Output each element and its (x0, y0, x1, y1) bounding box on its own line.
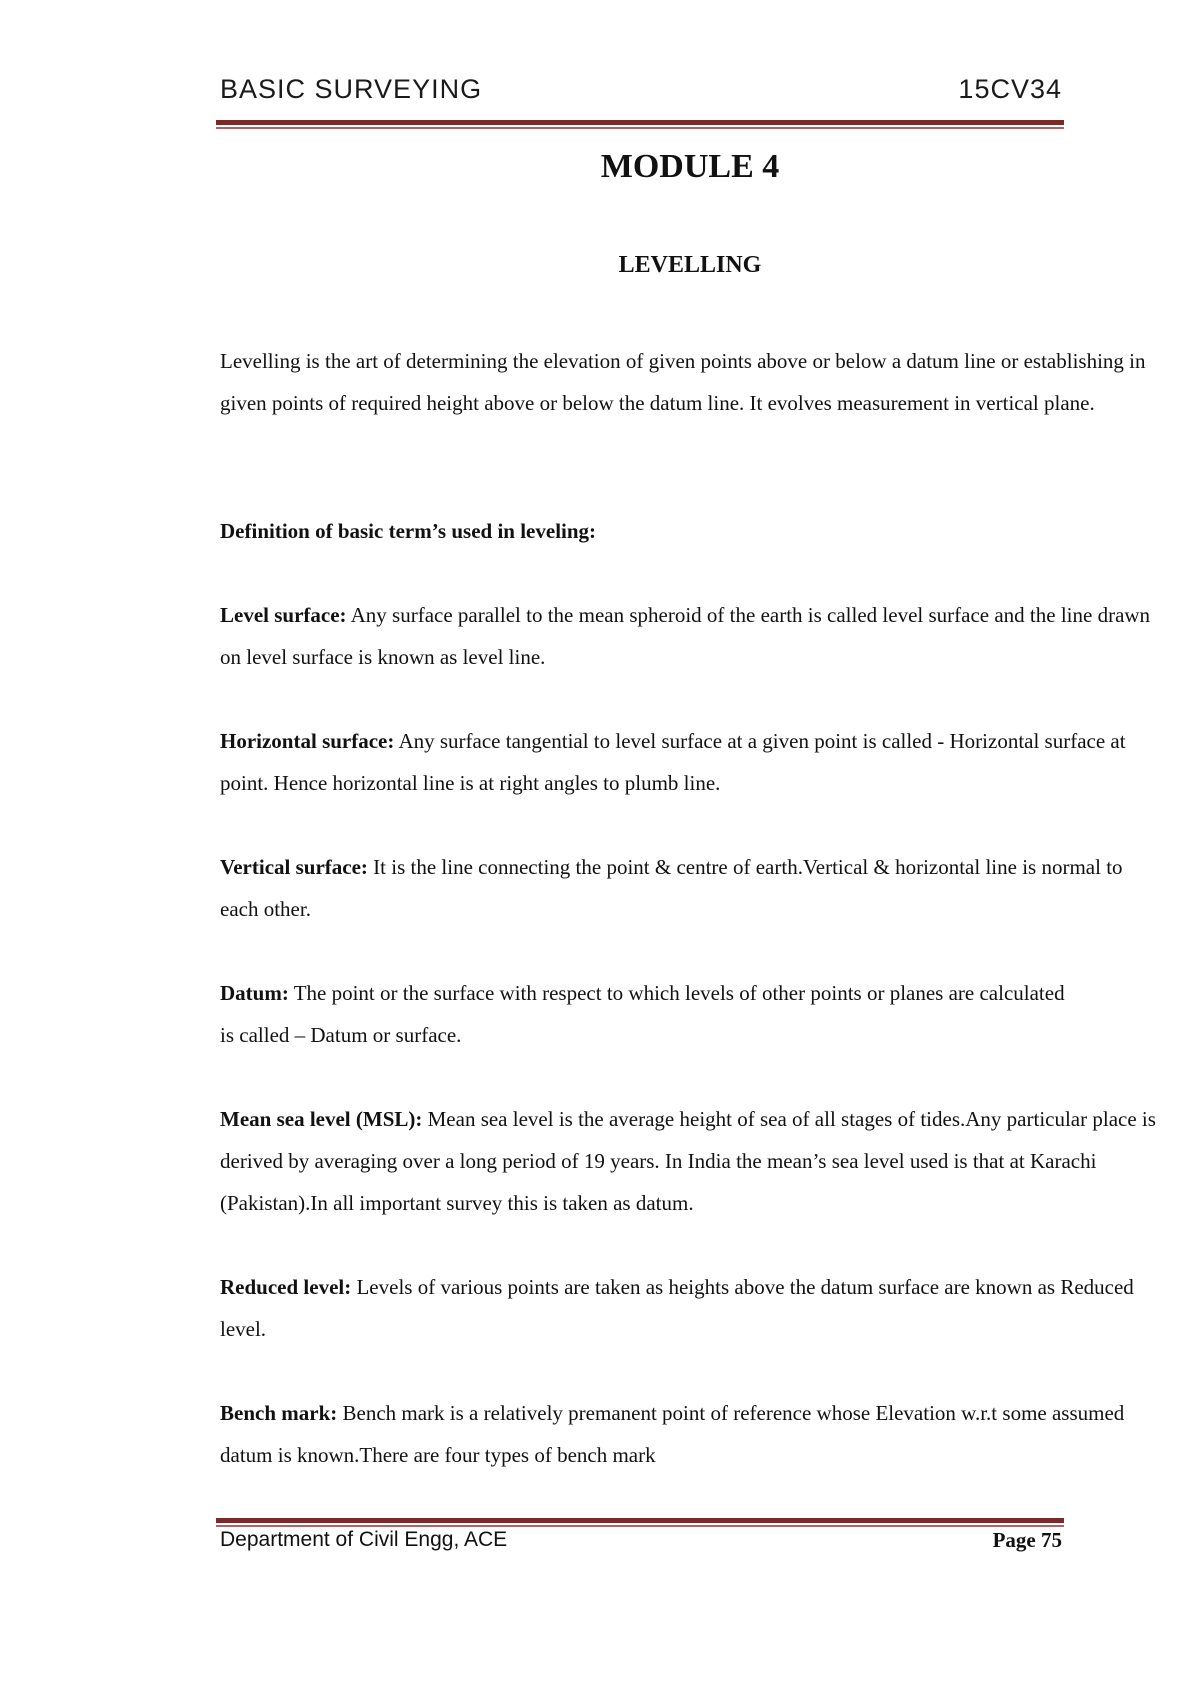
term-label: Horizontal surface: (220, 729, 395, 753)
header-course-code: 15CV34 (958, 74, 1062, 104)
term-definition: Mean sea level is the average height of sea of all stages of tides.Any particular place is derived by averaging over a long period of 19 years. In India the mean’s sea level used is that at Karachi (Pakistan).In all important survey this is taken as datum. (220, 1107, 1156, 1215)
footer-rule (216, 1518, 1064, 1527)
term-label: Mean sea level (MSL): (220, 1107, 423, 1131)
section-title: LEVELLING (618, 252, 762, 278)
term-definition: The point or the surface with respect to which levels of other points or planes are calculated is called – Datum or surface. (220, 981, 1065, 1047)
term-definition: Any surface parallel to the mean spheroid of the earth is called level surface and the line drawn on level surface is known as level line. (220, 603, 1151, 669)
term-label: Bench mark: (220, 1401, 338, 1425)
page-header (220, 74, 1062, 114)
header-course-title: BASIC SURVEYING (220, 74, 483, 104)
intro-text: Levelling is the art of determining the elevation of given points above or below a datum line or establishing in given points of required height above or below the datum line. It evolves measurement in vertical plane. (220, 349, 1146, 415)
term-definition: Bench mark is a relatively premanent point of reference whose Elevation w.r.t some assumed datum is known.There are four types of bench mark (220, 1401, 1125, 1467)
term-reduced-level (220, 1266, 1165, 1350)
term-horizontal-surface (220, 720, 1165, 804)
module-title: MODULE 4 (600, 148, 780, 185)
page-number: Page 75 (992, 1528, 1062, 1552)
term-label: Reduced level: (220, 1275, 352, 1299)
term-definition: Levels of various points are taken as heights above the datum surface are known as Reduced level. (220, 1275, 1134, 1341)
term-vertical-surface (220, 846, 1165, 930)
term-bench-mark (220, 1392, 1165, 1476)
term-level-surface (220, 594, 1165, 678)
term-mean-sea-level (220, 1098, 1165, 1224)
term-definition: It is the line connecting the point & centre of earth.Vertical & horizontal line is normal to each other. (220, 855, 1123, 921)
definitions-heading-text: Definition of basic term’s used in leveling: (220, 519, 597, 543)
intro-paragraph (220, 340, 1165, 424)
term-label: Level surface: (220, 603, 347, 627)
footer-department: Department of Civil Engg, ACE (220, 1528, 508, 1551)
term-label: Datum: (220, 981, 289, 1005)
term-label: Vertical surface: (220, 855, 368, 879)
term-datum (220, 972, 1080, 1056)
term-definition: Any surface tangential to level surface at a given point is called - Horizontal surface at point. Hence horizontal line is at right angles to plumb line. (220, 729, 1126, 795)
header-rule (216, 120, 1064, 129)
definitions-heading (220, 510, 1165, 552)
